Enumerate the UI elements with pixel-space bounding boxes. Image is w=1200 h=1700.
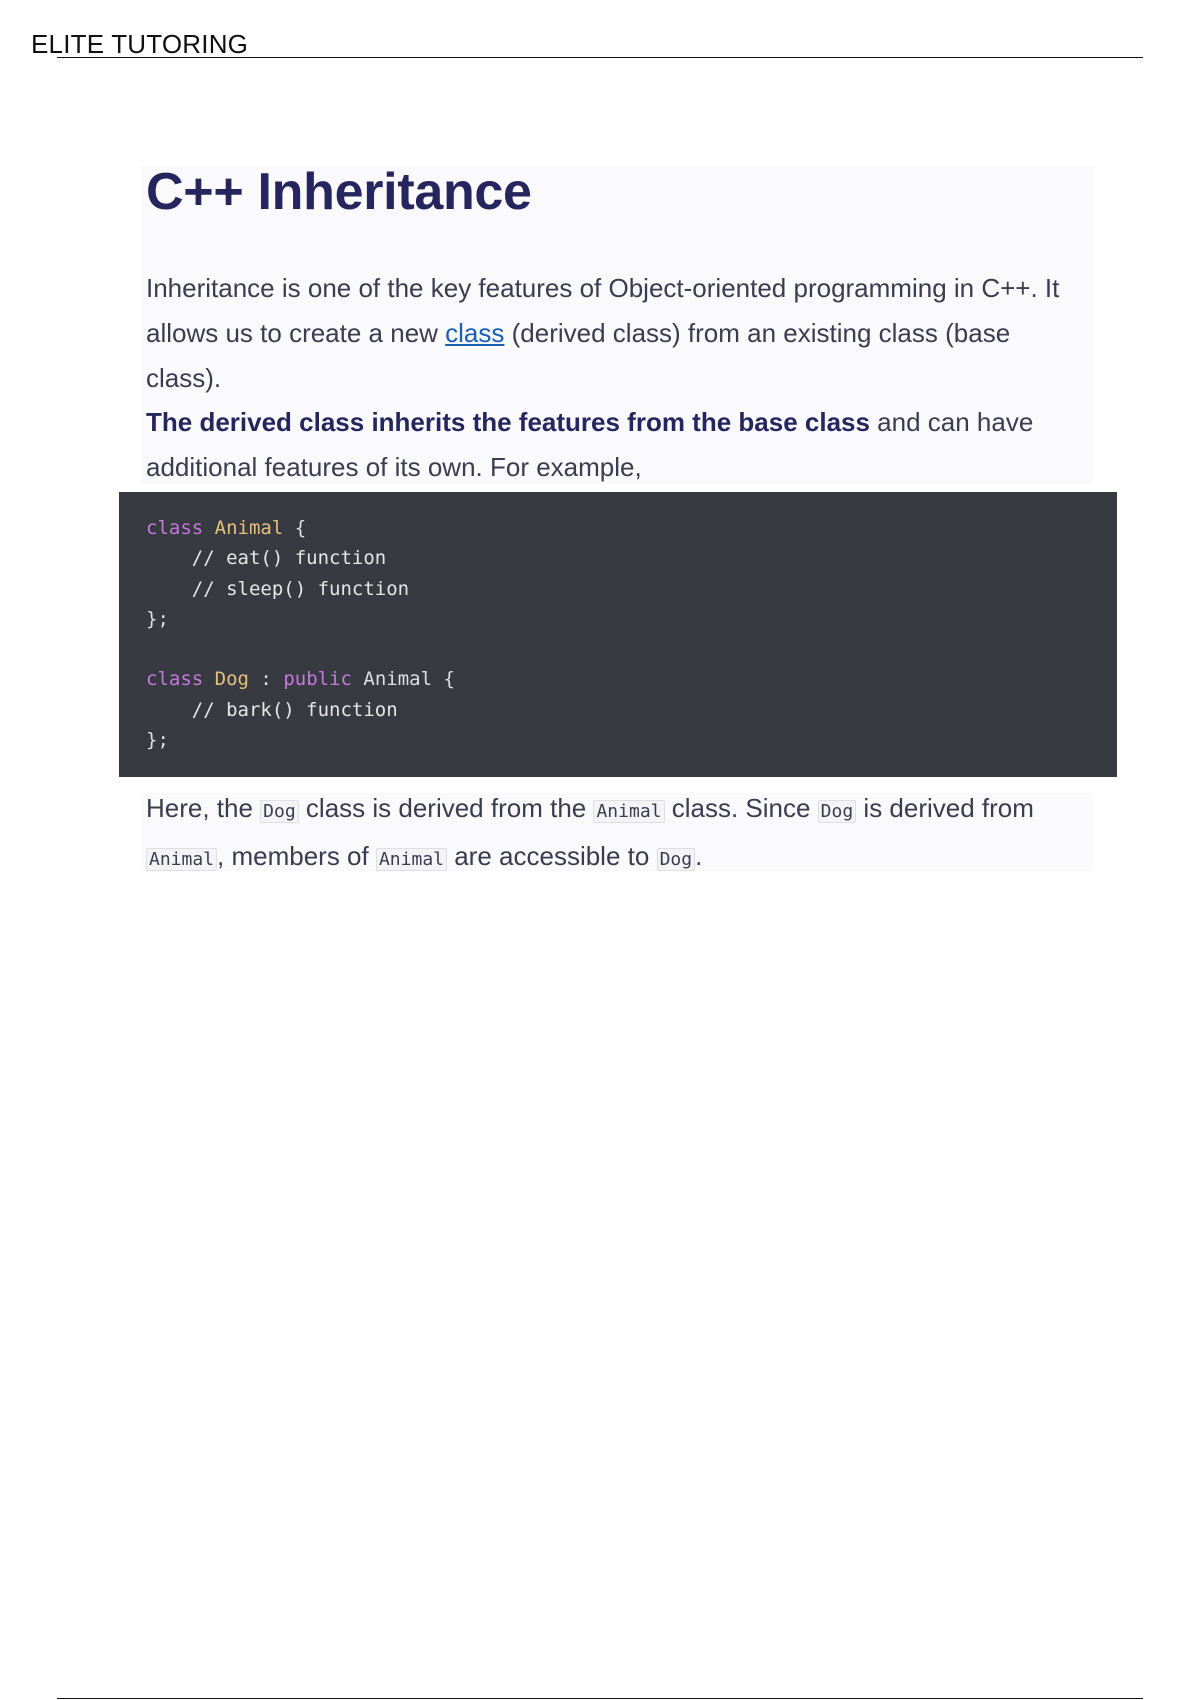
- header-divider: [57, 57, 1143, 58]
- code-class-animal: Animal: [214, 517, 284, 539]
- code-brace-close: };: [146, 729, 169, 752]
- code-keyword-class: class: [146, 517, 204, 539]
- explanation-text: class. Since: [664, 793, 818, 823]
- explanation-paragraph: [146, 786, 1091, 882]
- inline-code: Dog: [818, 800, 857, 823]
- inline-code: Dog: [260, 800, 299, 823]
- footer-divider: [57, 1698, 1143, 1699]
- explanation-text: are accessible to: [447, 841, 657, 871]
- code-keyword-class: class: [146, 668, 204, 691]
- code-listing: [146, 513, 1090, 755]
- code-brace-open: {: [283, 517, 307, 539]
- class-link[interactable]: class: [445, 318, 505, 348]
- code-comment-sleep: // sleep() function: [191, 577, 410, 600]
- explanation-text: , members of: [217, 841, 376, 871]
- emphasis-bold-text: The derived class inherits the features from the base class: [146, 407, 870, 437]
- emphasis-rest-text: and can have additional features of its own. For example,: [146, 407, 1034, 482]
- intro-text-start: Inheritance is one of the key features of Object-oriented programming in C++. It allows us to create a new: [146, 273, 1060, 348]
- header-title: ELITE TUTORING: [31, 29, 249, 59]
- code-comment-bark: // bark() function: [191, 698, 398, 721]
- inline-code: Dog: [657, 848, 696, 871]
- explanation-text: class is derived from the: [298, 793, 594, 823]
- intro-paragraph: [146, 266, 1091, 401]
- intro-text-end: (derived class) from an existing class (base class).: [146, 318, 1011, 393]
- emphasis-paragraph: [146, 400, 1091, 490]
- inline-code: Animal: [146, 848, 217, 871]
- code-class-dog: Dog: [214, 668, 249, 691]
- code-base-animal: Animal: [363, 668, 433, 691]
- explanation-text: .: [695, 841, 703, 871]
- inline-code: Animal: [593, 800, 664, 823]
- code-block: [119, 492, 1117, 777]
- explanation-text: is derived from: [856, 793, 1034, 823]
- page-title: C++ Inheritance: [146, 163, 532, 221]
- code-keyword-public: public: [283, 668, 352, 691]
- code-brace-open: {: [432, 668, 455, 691]
- inline-code: Animal: [376, 848, 447, 871]
- code-comment-eat: // eat() function: [191, 547, 387, 570]
- explanation-text: Here, the: [146, 793, 261, 823]
- code-colon: :: [248, 668, 284, 691]
- code-brace-close: };: [146, 607, 169, 630]
